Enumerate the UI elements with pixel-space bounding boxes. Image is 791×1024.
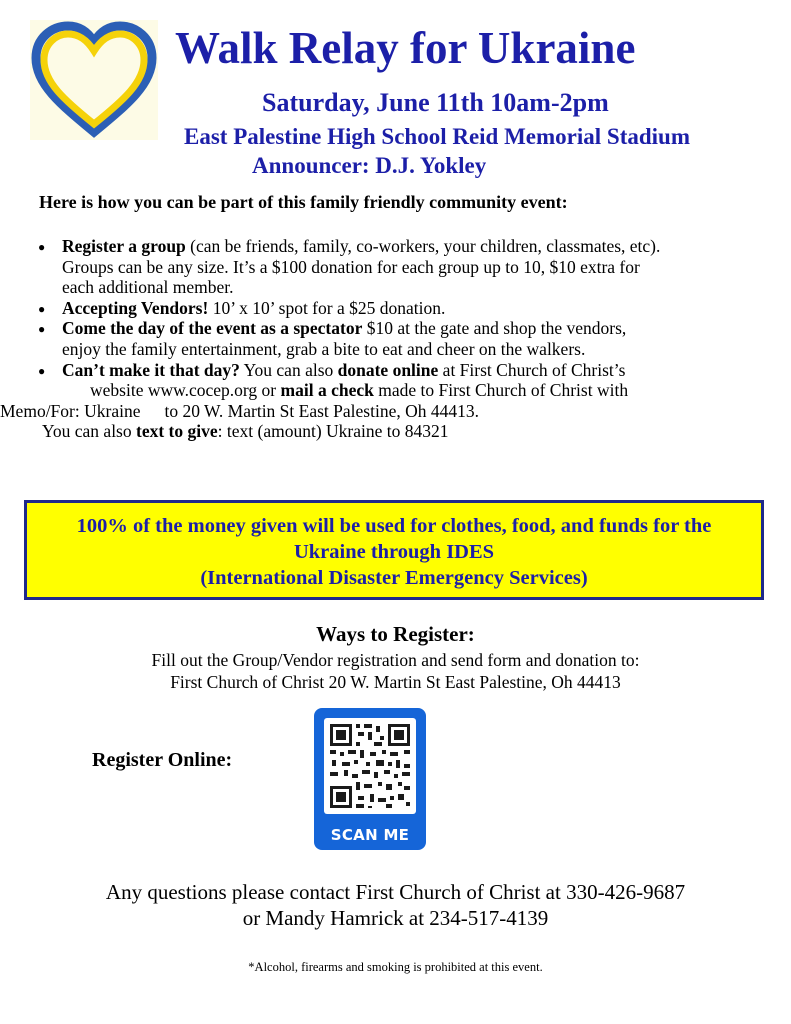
qr-code-icon — [324, 718, 416, 814]
event-location: East Palestine High School Reid Memorial Stadium — [184, 124, 690, 149]
list-item-vendors: ● Accepting Vendors! 10’ x 10’ spot for a $25 donation. — [38, 297, 446, 318]
donation-notice-box: 100% of the money given will be used for clothes, food, and funds for the Ukraine through IDES (International Disaster Emergency Services) — [24, 500, 764, 600]
list-item-spectator: ● Come the day of the event as a spectator $10 at the gate and shop the vendors, enjoy the family entertainment, grab a bite to eat and cheer on the walkers. — [38, 318, 627, 359]
bullet-icon: ● — [38, 240, 46, 254]
list-item-register-group: ● Register a group (can be friends, family, co-workers, your children, classmates, etc). Groups can be any size. It’s a $100 donation for each group up to 10, $10 extra for each additional member. — [38, 236, 661, 298]
ways-to-register-heading: Ways to Register: — [316, 622, 475, 646]
bullet-icon: ● — [38, 301, 46, 316]
qr-code-scan-me[interactable] — [314, 708, 426, 850]
heart-logo-icon — [30, 20, 158, 140]
event-date-time: Saturday, June 11th 10am-2pm — [262, 88, 609, 117]
scan-me-label: SCAN ME — [330, 826, 410, 844]
donate-memo-line: Memo/For: Ukraine to 20 W. Martin St East Palestine, Oh 44413. — [0, 400, 479, 421]
bullet-icon: ● — [38, 363, 46, 378]
contact-line-2: or Mandy Hamrick at 234-517-4139 — [242, 906, 549, 930]
page-title: Walk Relay for Ukraine — [175, 23, 636, 73]
text-to-give-line: You can also text to give: text (amount) Ukraine to 84321 — [42, 421, 449, 442]
bullet-icon: ● — [38, 322, 46, 337]
contact-line-1: Any questions please contact First Church of Christ at 330-426-9687 — [105, 880, 686, 904]
register-online-label: Register Online: — [92, 749, 233, 771]
ways-to-register-line-2: First Church of Christ 20 W. Martin St East Palestine, Oh 44413 — [170, 672, 621, 692]
ways-to-participate-list — [0, 236, 776, 442]
intro-text: Here is how you can be part of this family friendly community event: — [39, 192, 568, 212]
list-item-donate: ● Can’t make it that day? You can also donate online at First Church of Christ’s — [38, 359, 626, 380]
donate-line-2: website www.cocep.org or mail a check made to First Church of Christ with — [90, 380, 629, 401]
ways-to-register-line-1: Fill out the Group/Vendor registration and send form and donation to: — [151, 650, 640, 670]
footer-disclaimer: *Alcohol, firearms and smoking is prohibited at this event. — [248, 960, 543, 974]
event-announcer: Announcer: D.J. Yokley — [252, 153, 487, 178]
